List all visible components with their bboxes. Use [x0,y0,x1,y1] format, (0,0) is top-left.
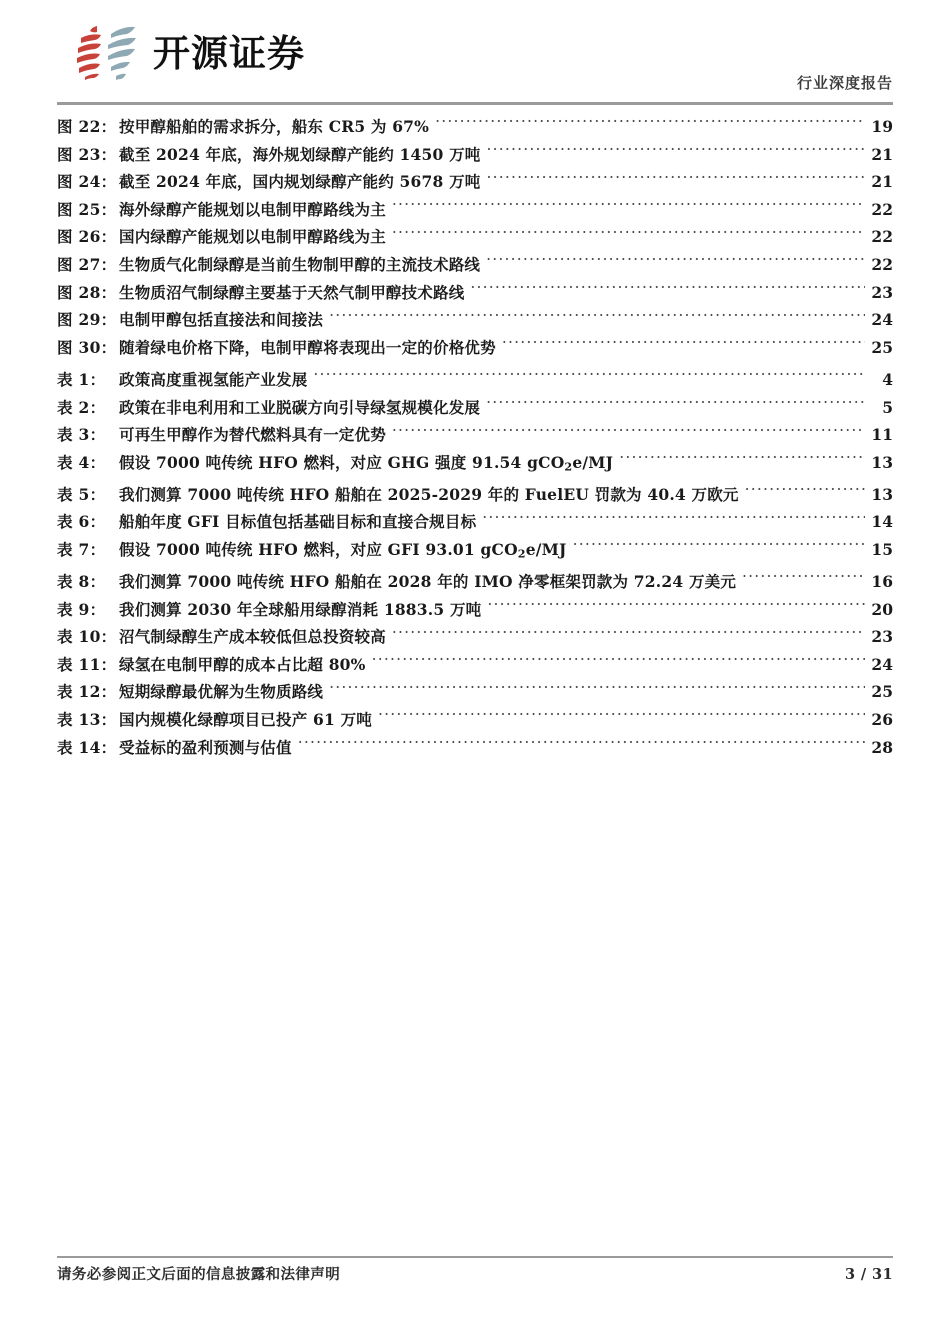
figure-entry-page-number: 22 [871,254,893,274]
figure-entry-label: 图 30： [57,337,117,357]
table-entry[interactable] [57,596,893,624]
figure-entry[interactable] [57,279,893,307]
table-entry[interactable] [57,623,893,651]
table-entry-label: 表 5： [57,484,106,504]
figure-entry[interactable] [57,141,893,169]
figure-entry-label: 图 24： [57,172,117,192]
footer-page-indicator: 3 / 31 [844,1266,893,1283]
dot-leader [313,370,865,386]
table-entry[interactable] [57,568,893,596]
table-entry-title: 假设 7000 吨传统 HFO 燃料，对应 GHG 强度 91.54 gCO$_2$e/MJ [119,452,614,474]
figure-entry[interactable] [57,223,893,251]
footer-disclaimer: 请务必参阅正文后面的信息披露和法律声明 [57,1266,341,1283]
figure-entry-title: 截至 2024 年底，国内规划绿醇产能约 5678 万吨 [119,172,481,192]
dot-leader [392,627,865,643]
table-entry-title: 可再生甲醇作为替代燃料具有一定优势 [119,425,386,445]
dot-leader [329,310,865,326]
dot-leader [470,282,865,298]
figure-entry[interactable] [57,113,893,141]
table-entry-label: 表 13： [57,710,117,730]
figure-entry-label: 图 26： [57,227,117,247]
table-entry[interactable] [57,536,893,568]
table-entry-page-number: 14 [871,512,893,532]
table-entry-page-number: 11 [871,425,893,445]
figure-list [57,113,893,361]
figure-entry-title: 生物质气化制绿醇是当前生物制甲醇的主流技术路线 [119,254,481,274]
table-entry-label: 表 9： [57,599,106,619]
figure-entry-label: 图 25： [57,199,117,219]
table-entry-label: 表 14： [57,737,117,757]
table-entry[interactable] [57,678,893,706]
figure-entry-page-number: 19 [871,117,893,136]
table-entry-page-number: 23 [871,627,893,647]
table-entry-title: 假设 7000 吨传统 HFO 燃料，对应 GFI 93.01 gCO$_2$e/MJ [119,540,567,561]
table-entry[interactable] [57,366,893,394]
table-entry-label: 表 12： [57,682,117,702]
page-footer [57,1263,893,1284]
table-entry-title: 政策高度重视氢能产业发展 [119,370,308,389]
dot-leader [502,337,865,353]
page-header [57,18,893,104]
dot-leader [486,254,865,270]
dot-leader [392,425,865,441]
figure-entry-title: 生物质沼气制绿醇主要基于天然气制甲醇技术路线 [119,282,465,302]
table-entry-page-number: 5 [882,397,893,417]
table-entry[interactable] [57,734,893,762]
figure-entry-page-number: 23 [871,282,893,302]
figure-entry-title: 海外绿醇产能规划以电制甲醇路线为主 [119,199,386,219]
table-entry-label: 表 6： [57,512,106,532]
table-entry[interactable] [57,508,893,536]
table-entry-label: 表 1： [57,370,106,389]
figure-entry-label: 图 29： [57,310,117,330]
table-list [57,366,893,761]
dot-leader [573,540,865,556]
table-entry[interactable] [57,449,893,481]
table-entry-title: 绿氢在电制甲醇的成本占比超 80% [119,654,366,674]
table-entry-title: 我们测算 2030 年全球船用绿醇消耗 1883.5 万吨 [119,599,482,619]
table-entry-title: 沼气制绿醇生产成本较低但总投资较高 [119,627,386,647]
table-entry-page-number: 4 [882,370,893,389]
table-entry-title: 短期绿醇最优解为生物质路线 [119,682,324,702]
figure-entry-label: 图 27： [57,254,117,274]
table-entry-title: 船舶年度 GFI 目标值包括基础目标和直接合规目标 [119,512,477,532]
figure-entry-title: 随着绿电价格下降，电制甲醇将表现出一定的价格优势 [119,337,496,357]
table-entry-page-number: 26 [871,710,893,730]
figure-entry-title: 电制甲醇包括直接法和间接法 [119,310,324,330]
dot-leader [392,227,865,243]
figure-entry-title: 国内绿醇产能规划以电制甲醇路线为主 [119,227,386,247]
dot-leader [392,199,865,215]
figure-entry-title: 按甲醇船舶的需求拆分，船东 CR5 为 67% [119,117,430,136]
footer-divider [57,1256,893,1258]
table-entry[interactable] [57,481,893,509]
table-entry-page-number: 13 [871,452,893,472]
table-entry-label: 表 4： [57,452,106,472]
table-entry-page-number: 25 [871,682,893,702]
dot-leader [435,117,865,133]
table-entry-label: 表 2： [57,397,106,417]
figure-entry-page-number: 25 [871,337,893,357]
table-entry[interactable] [57,394,893,422]
figure-entry-label: 图 22： [57,117,117,136]
figure-entry-page-number: 21 [871,172,893,192]
table-entry-page-number: 16 [871,572,893,592]
table-entry-page-number: 15 [871,540,893,560]
table-entry-page-number: 28 [871,737,893,757]
figure-entry[interactable] [57,251,893,279]
dot-leader [329,682,865,698]
dot-leader [619,452,865,468]
header-divider [57,102,893,105]
dot-leader [486,172,865,188]
table-entry-title: 政策在非电利用和工业脱碳方向引导绿氢规模化发展 [119,397,481,417]
table-entry-title: 受益标的盈利预测与估值 [119,737,292,757]
table-entry-page-number: 13 [871,484,893,504]
brand-logo [75,24,305,82]
figure-entry-label: 图 28： [57,282,117,302]
table-entry[interactable] [57,706,893,734]
table-entry-title: 我们测算 7000 吨传统 HFO 船舶在 2028 年的 IMO 净零框架罚款为 72.24 万美元 [119,572,737,592]
figure-entry[interactable] [57,196,893,224]
figure-entry[interactable] [57,168,893,196]
brand-name: 开源证券 [153,31,305,75]
table-entry-page-number: 20 [871,599,893,619]
figure-entry-label: 图 23： [57,144,117,164]
dot-leader [486,397,865,413]
table-entry-label: 表 7： [57,540,106,560]
figure-entry[interactable] [57,306,893,334]
figure-entry-page-number: 21 [871,144,893,164]
table-entry[interactable] [57,421,893,449]
dot-leader [487,599,865,615]
table-entry-label: 表 11： [57,654,117,674]
table-entry-label: 表 3： [57,425,106,445]
table-entry-page-number: 24 [871,654,893,674]
dot-leader [372,654,865,670]
dot-leader [745,484,865,500]
dot-leader [742,572,865,588]
kaiyuan-securities-logo-icon [75,24,143,82]
dot-leader [298,737,865,753]
dot-leader [486,144,865,160]
table-entry[interactable] [57,651,893,679]
figure-entry-title: 截至 2024 年底，海外规划绿醇产能约 1450 万吨 [119,144,481,164]
figure-entry-page-number: 22 [871,199,893,219]
figure-entry-page-number: 22 [871,227,893,247]
table-entry-title: 我们测算 7000 吨传统 HFO 船舶在 2025-2029 年的 FuelEU 罚款为 40.4 万欧元 [119,484,739,504]
table-entry-label: 表 10： [57,627,117,647]
dot-leader [482,512,865,528]
figure-entry[interactable] [57,334,893,362]
table-entry-title: 国内规模化绿醇项目已投产 61 万吨 [119,710,372,730]
dot-leader [378,710,865,726]
report-type-label: 行业深度报告 [796,74,893,92]
figure-entry-page-number: 24 [871,310,893,330]
table-entry-label: 表 8： [57,572,106,592]
